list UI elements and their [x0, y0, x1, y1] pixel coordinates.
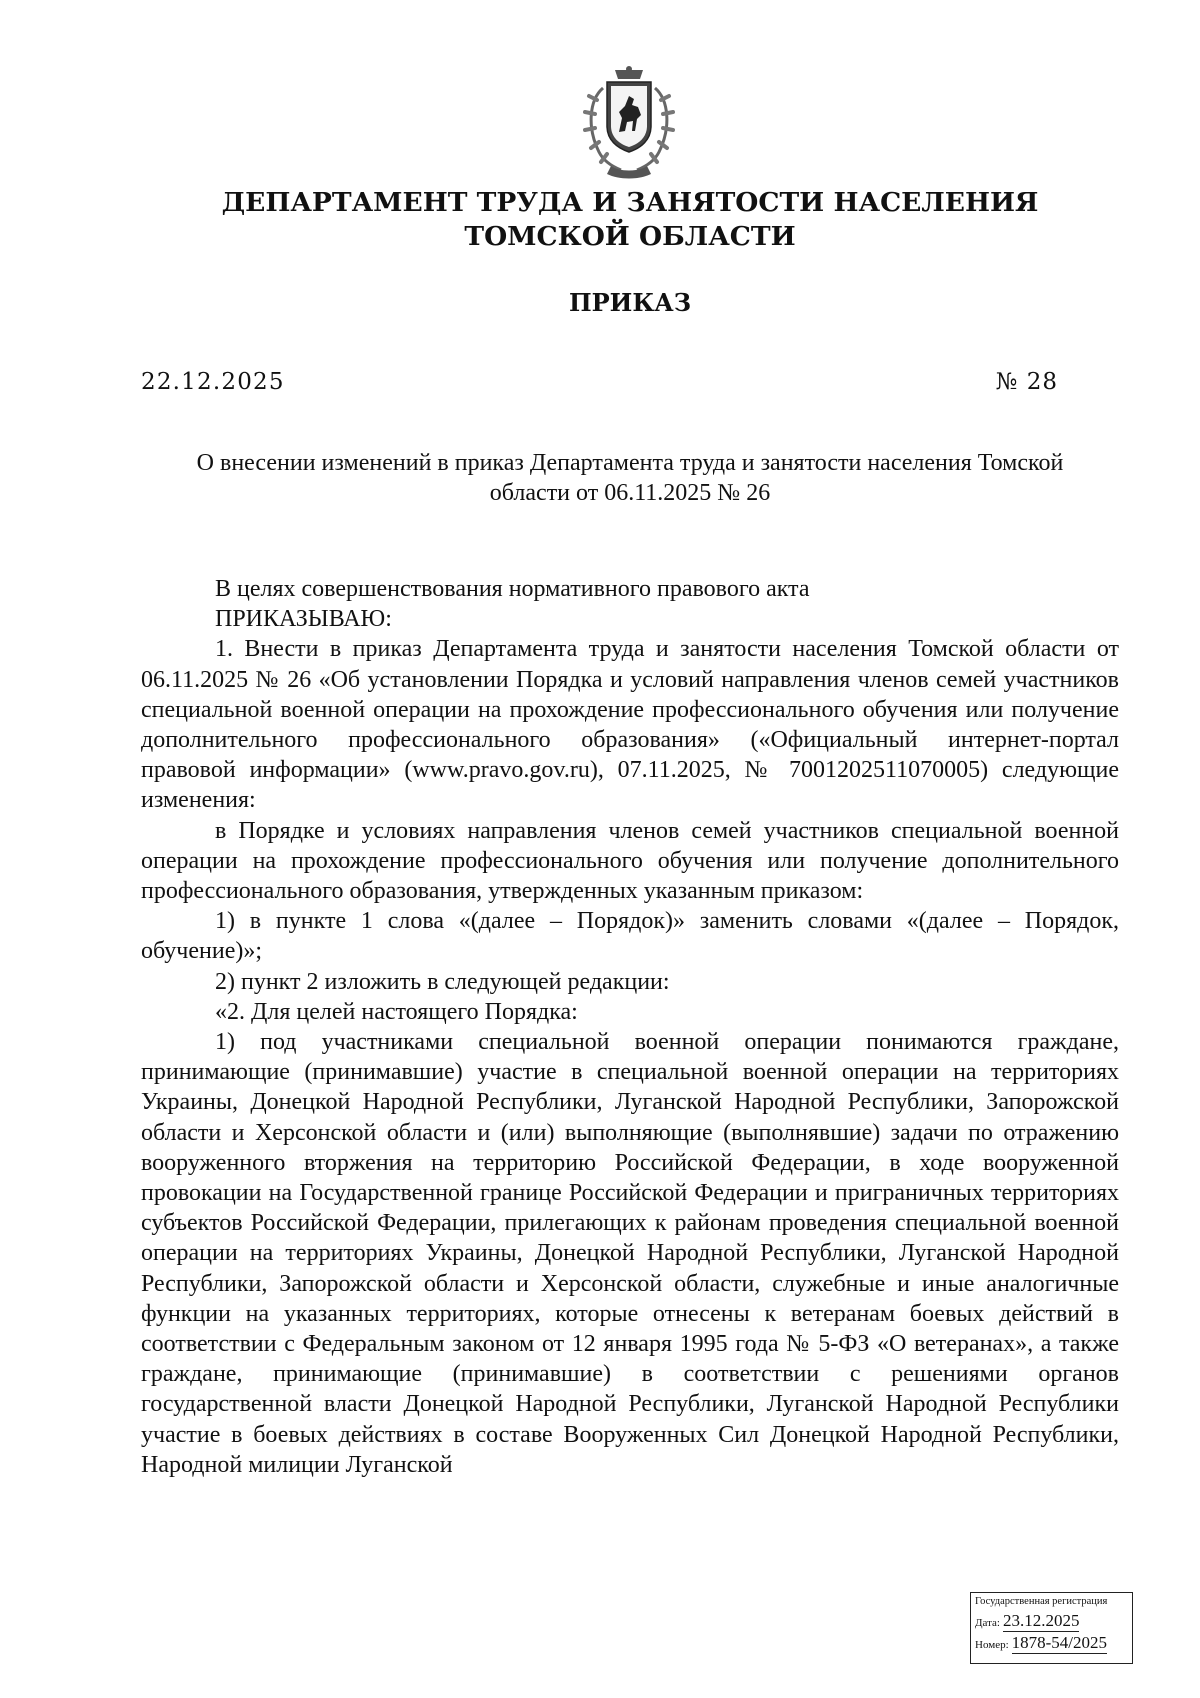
registration-date-label: Дата: [975, 1617, 1000, 1629]
body-paragraph: 2) пункт 2 изложить в следующей редакции: [215, 968, 670, 995]
registration-date-value: 23.12.2025 [1002, 1611, 1080, 1630]
registration-number-row [975, 1633, 1128, 1655]
body-paragraph: 1. Внести в приказ Департамента труда и занятости населения Томской области от 06.11.2025 № 26 «Об установлении Порядка и условий направления членов семей участников специальной военной операции на прохождение профессионального обучения или получение дополнительного профессионального образования» («Официальный интернет-портал правовой информации» (www.pravo.gov.ru), 07.11.2025, № 7001202511070005) следующие изменения: [141, 636, 1119, 814]
order-subject [141, 448, 1119, 508]
subject-line-1: О внесении изменений в приказ Департамента труда и занятости населения Томской [196, 450, 1064, 476]
registration-title: Государственная регистрация [975, 1596, 1108, 1607]
department-line-1: ДЕПАРТАМЕНТ ТРУДА И ЗАНЯТОСТИ НАСЕЛЕНИЯ [221, 187, 1039, 218]
body-paragraph: 1) под участниками специальной военной операции понимаются граждане, принимающие (принимавшие) участие в специальной военной операции на территориях Украины, Донецкой Народной Республики, Луганской Народной Республики, Запорожской области и Херсонской области и (или) выполняющие (выполнявшие) задачи по отражению вооруженного вторжения на территорию Российской Федерации, в ходе вооруженной провокации на Государственной границе Российской Федерации и приграничных территориях субъектов Российской Федерации, прилегающих к районам проведения специальной военной операции на территориях Украины, Донецкой Народной Республики, Луганской Народной Республики, Запорожской области и Херсонской области, служебные и иные аналогичные функции на указанных территориях, которые отнесены к ветеранам боевых действий в соответствии с Федеральным законом от 12 января 1995 года № 5-ФЗ «О ветеранах», а также граждане, принимающие (принимавшие) в соответствии с решениями органов государственной власти Донецкой Народной Республики, Луганской Народной Республики участие в боевых действиях в составе Вооруженных Сил Донецкой Народной Республики, Народной милиции Луганской [141, 1029, 1119, 1478]
body-paragraph: «2. Для целей настоящего Порядка: [215, 998, 578, 1025]
department-line-2: ТОМСКОЙ ОБЛАСТИ [464, 221, 796, 252]
registration-stamp [970, 1592, 1133, 1664]
order-number: № 28 [995, 369, 1058, 395]
registration-number-value: 1878-54/2025 [1011, 1633, 1108, 1652]
body-paragraph: В целях совершенствования нормативного правового акта [215, 576, 810, 602]
body-paragraph: 1) в пункте 1 слова «(далее – Порядок)» заменить словами «(далее – Порядок, обучение)»; [141, 908, 1119, 965]
registration-number-label: Номер: [975, 1639, 1009, 1651]
subject-line-2: области от 06.11.2025 № 26 [489, 480, 771, 506]
body-paragraph: в Порядке и условиях направления членов семей участников специальной военной операции на прохождение профессионального обучения или получение дополнительного профессионального образования, утвержденных указанным приказом: [141, 817, 1119, 905]
order-body [141, 574, 1119, 1480]
coat-of-arms-icon [567, 66, 691, 182]
body-paragraph: ПРИКАЗЫВАЮ: [215, 606, 392, 633]
order-date: 22.12.2025 [141, 369, 285, 395]
registration-date-row [975, 1611, 1128, 1633]
document-type: ПРИКАЗ [568, 288, 692, 317]
department-title [0, 186, 1200, 254]
